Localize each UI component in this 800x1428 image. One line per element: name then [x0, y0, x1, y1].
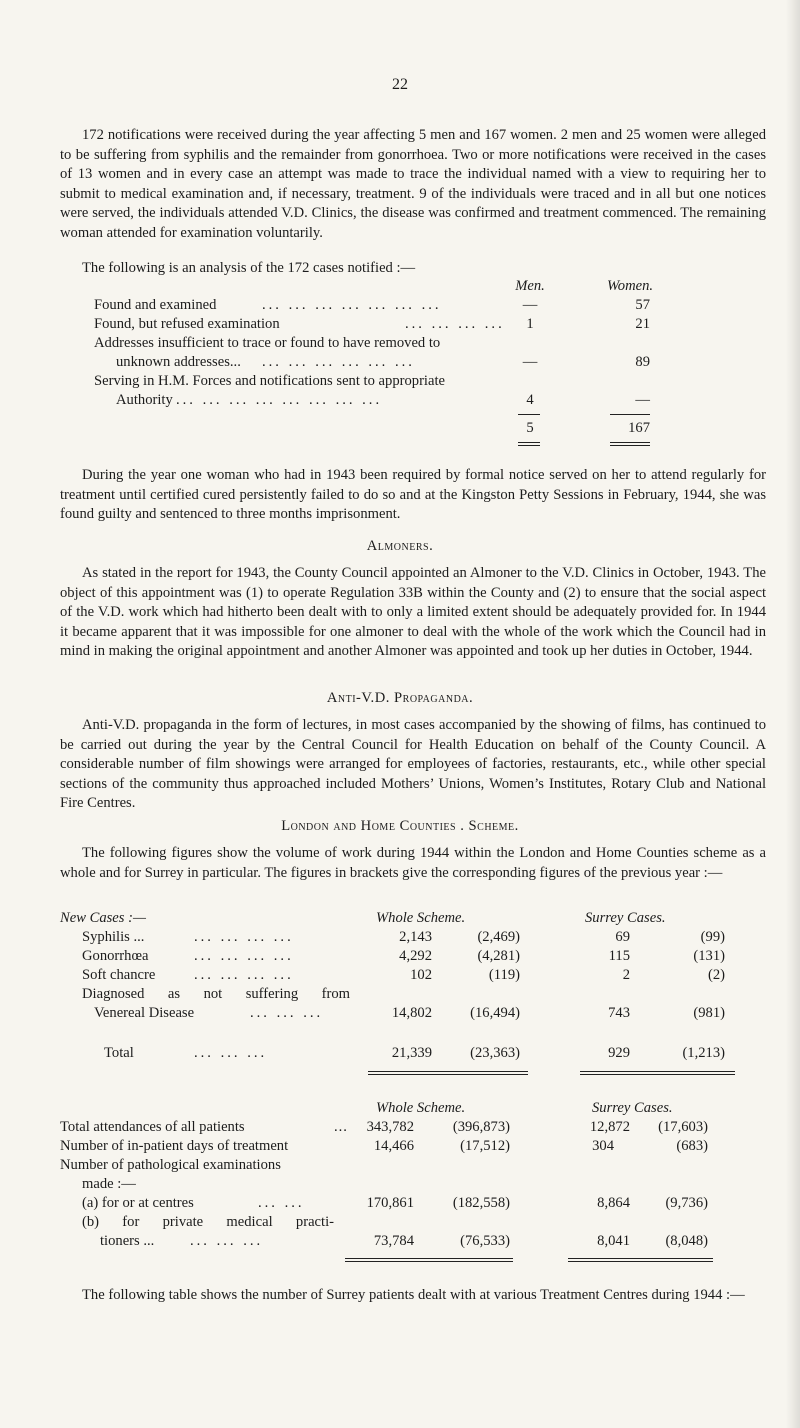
analysis-men-value: 1 — [526, 316, 534, 332]
whole-value: 102 — [410, 967, 432, 983]
surrey-value: 8,864 — [597, 1195, 630, 1211]
surrey-value: 2 — [622, 967, 630, 983]
new-cases-double-rule-surrey — [580, 1071, 735, 1075]
analysis-men-value: — — [522, 297, 538, 313]
treatment-centres-paragraph: The following table shows the number of Surrey patients dealt with at various Treatment Centres during 1944 :— — [82, 1287, 745, 1303]
new-cases-row-label: Diagnosed as not suffering from — [82, 986, 350, 1002]
attendance-row-label: (a) for or at centres — [82, 1195, 194, 1211]
whole-previous-value: (76,533) — [460, 1233, 510, 1249]
notifications-paragraph: 172 notifications were received during the year affecting 5 men and 167 women. 2 men and 25 women were alleged to be suffering from syphilis and the remainder from gonorrhoea. Two or more notifications were received in the cases of 13 women and in every case an attempt was made to trace the individual named with a view to requiring her to submit to medical examination and, if necessary, treatment. 9 of the individuals were traced and in all but one notices were served, the individuals attended V.D. Clinics, the disease was confirmed and treatment commenced. The remaining woman attended for examination voluntarily. — [60, 127, 766, 241]
leader-dots: ... ... ... ... — [194, 967, 294, 983]
total-double-rule-women — [610, 442, 650, 446]
leader-dots: ... — [334, 1119, 348, 1135]
leader-dots: ... ... ... — [194, 1045, 268, 1061]
whole-previous-value: (4,281) — [477, 948, 520, 964]
attendance-row-label-continued: made :— — [82, 1176, 136, 1192]
whole-value: 170,861 — [366, 1195, 414, 1211]
page-number: 22 — [392, 76, 408, 93]
new-cases-total-label: Total — [104, 1045, 134, 1061]
page-edge-shadow — [786, 0, 800, 1428]
surrey-value: 304 — [592, 1138, 614, 1154]
almoners-heading: Almoners. — [366, 538, 434, 554]
surrey-previous-value: (8,048) — [665, 1233, 708, 1249]
surrey-previous-value: (99) — [700, 929, 725, 945]
surrey-previous-value: (9,736) — [665, 1195, 708, 1211]
analysis-row-label: Serving in H.M. Forces and notifications sent to appropriate — [94, 373, 445, 389]
prosecution-paragraph: During the year one woman who had in 1943 been required by formal notice served on her to attend regularly for treatment until certified cured persistently failed to do so and at the Kingston Petty Sessions in February, 1944, she was found guilty and sentenced to three months imprisonment. — [60, 467, 766, 523]
attendance-row-label: Total attendances of all patients — [60, 1119, 245, 1135]
leader-dots: ... ... ... — [190, 1233, 264, 1249]
analysis-women-value: 89 — [635, 354, 650, 370]
analysis-total-men: 5 — [526, 420, 534, 436]
london-scheme-heading: London and Home Counties . Scheme. — [281, 818, 519, 834]
total-whole-value: 21,339 — [391, 1045, 432, 1061]
whole-value: 14,466 — [373, 1138, 414, 1154]
whole-value: 343,782 — [366, 1119, 414, 1135]
leader-dots: ... ... ... ... — [194, 948, 294, 964]
attendances-double-rule-surrey — [568, 1258, 713, 1262]
attendances-double-rule-whole — [345, 1258, 513, 1262]
analysis-row-label: Found and examined — [94, 297, 217, 313]
analysis-women-value: — — [635, 392, 650, 408]
leader-dots: ... ... ... ... ... ... ... — [262, 297, 442, 313]
analysis-total-women: 167 — [628, 420, 650, 436]
whole-scheme-header: Whole Scheme. — [376, 1100, 466, 1116]
anti-vd-paragraph: Anti-V.D. propaganda in the form of lectures, in most cases accompanied by the showing of films, has continued to be carried out during the year by the Central Council for Health Education on behalf of the County Council. A considerable number of film showings were arranged for employees of factories, restaurants, etc., while other special sections of the community thus approached included Mothers’ Unions, Women’s Institutes, Rotary Club and National Fire Centres. — [60, 717, 766, 812]
surrey-previous-value: (683) — [676, 1138, 708, 1154]
surrey-previous-value: (2) — [707, 967, 725, 983]
leader-dots: ... ... — [258, 1195, 305, 1211]
analysis-row-label: Addresses insufficient to trace or found to have removed to — [94, 335, 441, 351]
men-column-header: Men. — [515, 278, 545, 294]
total-double-rule-men — [518, 442, 540, 446]
analysis-women-value: 21 — [635, 316, 650, 332]
surrey-value: 12,872 — [589, 1119, 630, 1135]
total-surrey-previous-value: (1,213) — [682, 1045, 725, 1061]
analysis-row-label: Found, but refused examination — [94, 316, 280, 332]
leader-dots: ... ... ... — [250, 1005, 324, 1021]
surrey-value: 743 — [608, 1005, 630, 1021]
whole-value: 4,292 — [399, 948, 432, 964]
leader-dots: ... ... ... ... — [405, 316, 505, 332]
analysis-row-label-continued: unknown addresses... — [116, 354, 241, 370]
leader-dots: ... ... ... ... ... ... ... ... — [176, 392, 383, 408]
analysis-intro: The following is an analysis of the 172 cases notified :— — [82, 260, 416, 276]
attendance-row-label: Number of in-patient days of treatment — [60, 1138, 289, 1154]
surrey-previous-value: (17,603) — [658, 1119, 708, 1135]
attendance-row-label: (b) for private medical practi- — [82, 1214, 334, 1230]
whole-previous-value: (182,558) — [452, 1195, 510, 1211]
analysis-row-label-continued: Authority — [116, 392, 173, 408]
surrey-previous-value: (131) — [693, 948, 725, 964]
surrey-value: 8,041 — [597, 1233, 630, 1249]
subtotal-rule-men — [518, 414, 540, 415]
anti-vd-heading: Anti-V.D. Propaganda. — [326, 690, 474, 706]
total-whole-previous-value: (23,363) — [470, 1045, 520, 1061]
leader-dots: ... ... ... ... ... ... — [262, 354, 415, 370]
women-column-header: Women. — [606, 278, 654, 294]
whole-scheme-header: Whole Scheme. — [376, 910, 466, 926]
whole-value: 14,802 — [391, 1005, 432, 1021]
new-cases-row-label: Gonorrhœa — [82, 948, 149, 964]
surrey-value: 115 — [608, 948, 630, 964]
surrey-cases-header: Surrey Cases. — [592, 1100, 673, 1116]
subtotal-rule-women — [610, 414, 650, 415]
london-scheme-paragraph: The following figures show the volume of work during 1944 within the London and Home Counties scheme as a whole and for Surrey in particular. The figures in brackets give the corresponding figures of the previous year :— — [60, 845, 766, 881]
attendance-row-label-continued: tioners ... — [100, 1233, 155, 1249]
whole-value: 2,143 — [399, 929, 432, 945]
whole-previous-value: (16,494) — [470, 1005, 520, 1021]
leader-dots: ... ... ... ... — [194, 929, 294, 945]
whole-previous-value: (2,469) — [477, 929, 520, 945]
analysis-men-value: — — [522, 354, 538, 370]
whole-previous-value: (396,873) — [452, 1119, 510, 1135]
analysis-women-value: 57 — [635, 297, 650, 313]
new-cases-row-label-continued: Venereal Disease — [94, 1005, 195, 1021]
new-cases-row-label: Soft chancre — [82, 967, 156, 983]
analysis-men-value: 4 — [526, 392, 534, 408]
new-cases-title: New Cases :— — [60, 910, 146, 926]
surrey-value: 69 — [615, 929, 630, 945]
surrey-cases-header: Surrey Cases. — [585, 910, 666, 926]
new-cases-double-rule-whole — [368, 1071, 528, 1075]
attendance-row-label: Number of pathological examinations — [60, 1157, 281, 1173]
whole-previous-value: (17,512) — [460, 1138, 510, 1154]
whole-previous-value: (119) — [488, 967, 520, 983]
almoners-paragraph: As stated in the report for 1943, the County Council appointed an Almoner to the V.D. Clinics in October, 1943. The object of this appointment was (1) to operate Regulation 33B within the County and (2) to ensure that the social aspect of the V.D. work which had hitherto been dealt with to only a limited extent should be adequately provided for. In 1944 it became apparent that it was impossible for one almoner to deal with the whole of the work which the Council had in mind in making the original appointment and another Almoner was appointed and took up her duties in October, 1944. — [60, 565, 766, 660]
surrey-previous-value: (981) — [693, 1005, 725, 1021]
total-surrey-value: 929 — [608, 1045, 630, 1061]
whole-value: 73,784 — [373, 1233, 414, 1249]
new-cases-row-label: Syphilis ... — [82, 929, 145, 945]
